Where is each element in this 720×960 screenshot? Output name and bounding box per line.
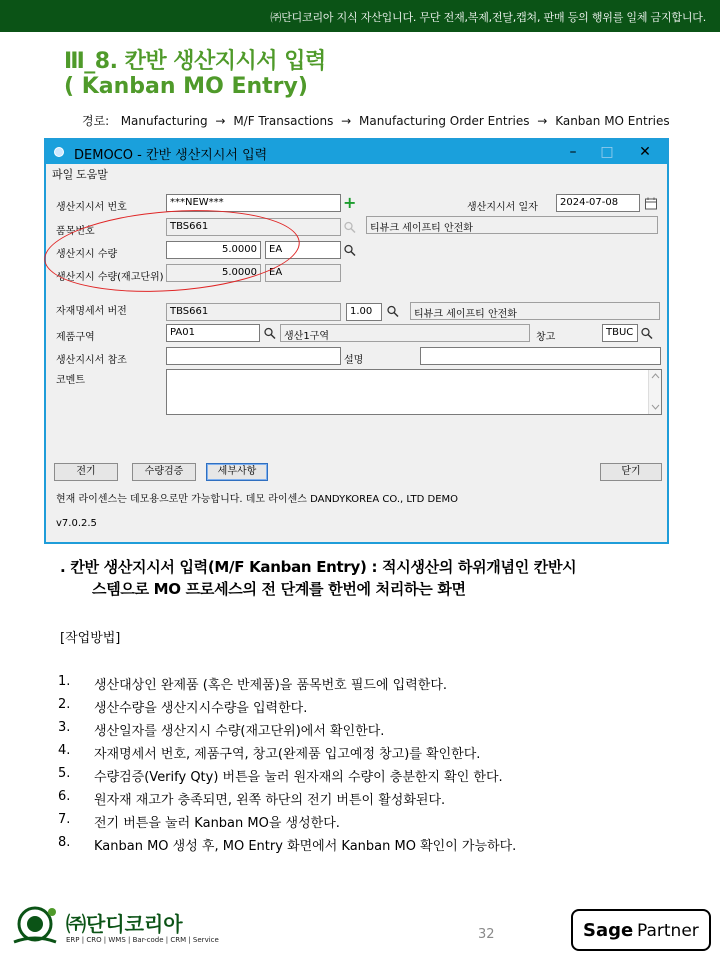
mo-stock-uom-field: EA: [265, 264, 341, 282]
company-name: ㈜단디코리아: [66, 912, 183, 936]
breadcrumb-item: Manufacturing Order Entries: [359, 114, 530, 128]
maximize-button[interactable]: □: [600, 144, 614, 160]
scroll-up-icon[interactable]: [651, 373, 660, 379]
product-zone-input[interactable]: PA01: [166, 324, 260, 342]
step-number: 8.: [58, 835, 71, 850]
license-text: 현재 라이센스는 데모용으로만 가능합니다. 데모 라이센스 DANDYKOREA CO., LTD DEMO: [56, 494, 459, 505]
verify-qty-button[interactable]: 수량검증: [132, 463, 196, 481]
mo-number-input[interactable]: ***NEW***: [166, 194, 341, 212]
menu-file[interactable]: 파일: [52, 168, 74, 181]
step-number: 5.: [58, 766, 71, 781]
copyright-notice: ㈜단디코리아 지식 자산입니다. 무단 전재,복제,전달,캡쳐, 판매 등의 행위를 일체 금지합니다.: [270, 11, 706, 24]
close-window-button[interactable]: ✕: [639, 144, 651, 160]
kanban-mo-window: [44, 138, 669, 544]
add-icon[interactable]: +: [343, 193, 357, 212]
product-zone-description-field: 생산1구역: [280, 324, 530, 342]
description-input[interactable]: [420, 347, 661, 365]
sage-partner-logo: [571, 909, 711, 951]
breadcrumb: [82, 112, 670, 129]
bom-description-field: 티뷰크 세이프티 안전화: [410, 302, 660, 320]
minimize-button[interactable]: –: [569, 144, 577, 160]
header-bar: [0, 0, 720, 32]
comment-label: 코멘트: [56, 375, 85, 386]
bom-number-field: TBS661: [166, 303, 341, 321]
bom-revision-input[interactable]: 1.00: [346, 303, 382, 321]
step-text: 생산일자를 생산지시 수량(재고단위)에서 확인한다.: [94, 724, 385, 739]
page-title: Ⅲ_8. 칸반 생산지시서 입력: [64, 49, 326, 74]
step-number: 6.: [58, 789, 71, 804]
breadcrumb-label: 경로:: [82, 114, 110, 128]
step-text: 원자재 재고가 충족되면, 왼쪽 하단의 전기 버튼이 활성화된다.: [94, 793, 446, 808]
page-number: 32: [478, 927, 495, 942]
step-text: Kanban MO 생성 후, MO Entry 화면에서 Kanban MO 확인이 가능하다.: [94, 839, 517, 854]
mo-date-input[interactable]: 2024-07-08: [556, 194, 640, 212]
search-icon[interactable]: [343, 220, 357, 236]
app-icon: [54, 147, 64, 157]
mo-qty-input[interactable]: 5.0000: [166, 241, 261, 259]
description-label: 설명: [344, 355, 364, 366]
mo-reference-label: 생산지시서 참조: [56, 355, 127, 366]
product-zone-label: 제품구역: [56, 332, 95, 343]
search-icon[interactable]: [640, 326, 654, 342]
sage-brand: Sage: [583, 920, 634, 941]
mo-date-label: 생산지시서 일자: [467, 202, 538, 213]
item-number-input[interactable]: TBS661: [166, 218, 341, 236]
mo-number-label: 생산지시서 번호: [56, 202, 127, 213]
version-text: v7.0.2.5: [56, 518, 97, 529]
breadcrumb-item: Kanban MO Entries: [555, 114, 670, 128]
post-button[interactable]: 전기: [54, 463, 118, 481]
bom-version-label: 자재명세서 버전: [56, 306, 127, 317]
breadcrumb-arrow-icon: →: [215, 114, 226, 128]
window-titlebar[interactable]: [46, 140, 667, 164]
search-icon[interactable]: [263, 326, 277, 342]
scroll-down-icon[interactable]: [651, 404, 660, 410]
step-text: 자재명세서 번호, 제품구역, 창고(완제품 입고예정 창고)를 확인한다.: [94, 747, 481, 762]
page-subtitle: ( Kanban MO Entry): [64, 74, 308, 99]
mo-qty-stock-label: 생산지시 수량(재고단위): [56, 272, 164, 283]
breadcrumb-item: Manufacturing: [120, 114, 208, 128]
comment-scrollbar[interactable]: [648, 370, 661, 414]
menu-bar: [46, 164, 667, 182]
step-number: 4.: [58, 743, 71, 758]
item-description-field: 티뷰크 세이프티 안전화: [366, 216, 658, 234]
partner-label: Partner: [637, 921, 699, 941]
description-line: . 칸반 생산지시서 입력(M/F Kanban Entry) : 적시생산의 하위개념인 칸반시: [60, 558, 577, 576]
breadcrumb-arrow-icon: →: [341, 114, 352, 128]
search-icon[interactable]: [386, 304, 400, 320]
breadcrumb-arrow-icon: →: [537, 114, 548, 128]
step-text: 생산대상인 완제품 (혹은 반제품)을 품목번호 필드에 입력한다.: [94, 678, 448, 693]
warehouse-label: 창고: [536, 332, 556, 343]
comment-textarea[interactable]: [166, 369, 662, 415]
step-number: 3.: [58, 720, 71, 735]
step-text: 생산수량을 생산지시수량을 입력한다.: [94, 701, 308, 716]
company-tagline: ERP | CRO | WMS | Bar-code | CRM | Service: [66, 936, 219, 944]
section-title: [작업방법]: [60, 631, 121, 646]
step-text: 수량검증(Verify Qty) 버튼을 눌러 원자재의 수량이 충분한지 확인 한다.: [94, 770, 503, 785]
description-paragraph: [60, 556, 576, 600]
search-icon[interactable]: [343, 243, 357, 259]
breadcrumb-item: M/F Transactions: [233, 114, 334, 128]
step-text: 전기 버튼을 눌러 Kanban MO을 생성한다.: [94, 816, 340, 831]
calendar-icon[interactable]: [644, 196, 658, 212]
mo-qty-stock-field: 5.0000: [166, 264, 261, 282]
mo-reference-input[interactable]: [166, 347, 341, 365]
step-number: 1.: [58, 674, 71, 689]
mo-uom-input[interactable]: EA: [265, 241, 341, 259]
close-button[interactable]: 닫기: [600, 463, 662, 481]
menu-help[interactable]: 도움말: [76, 168, 108, 181]
description-line: 스템으로 MO 프로세스의 전 단계를 한번에 처리하는 화면: [92, 580, 466, 598]
step-number: 7.: [58, 812, 71, 827]
warehouse-input[interactable]: TBUC: [602, 324, 638, 342]
step-number: 2.: [58, 697, 71, 712]
logo-mark-icon: [8, 904, 62, 950]
mo-qty-label: 생산지시 수량: [56, 249, 118, 260]
window-title: DEMOCO - 칸반 생산지시서 입력: [74, 148, 268, 163]
details-button[interactable]: 세부사항: [206, 463, 268, 481]
item-number-label: 품목번호: [56, 226, 95, 237]
